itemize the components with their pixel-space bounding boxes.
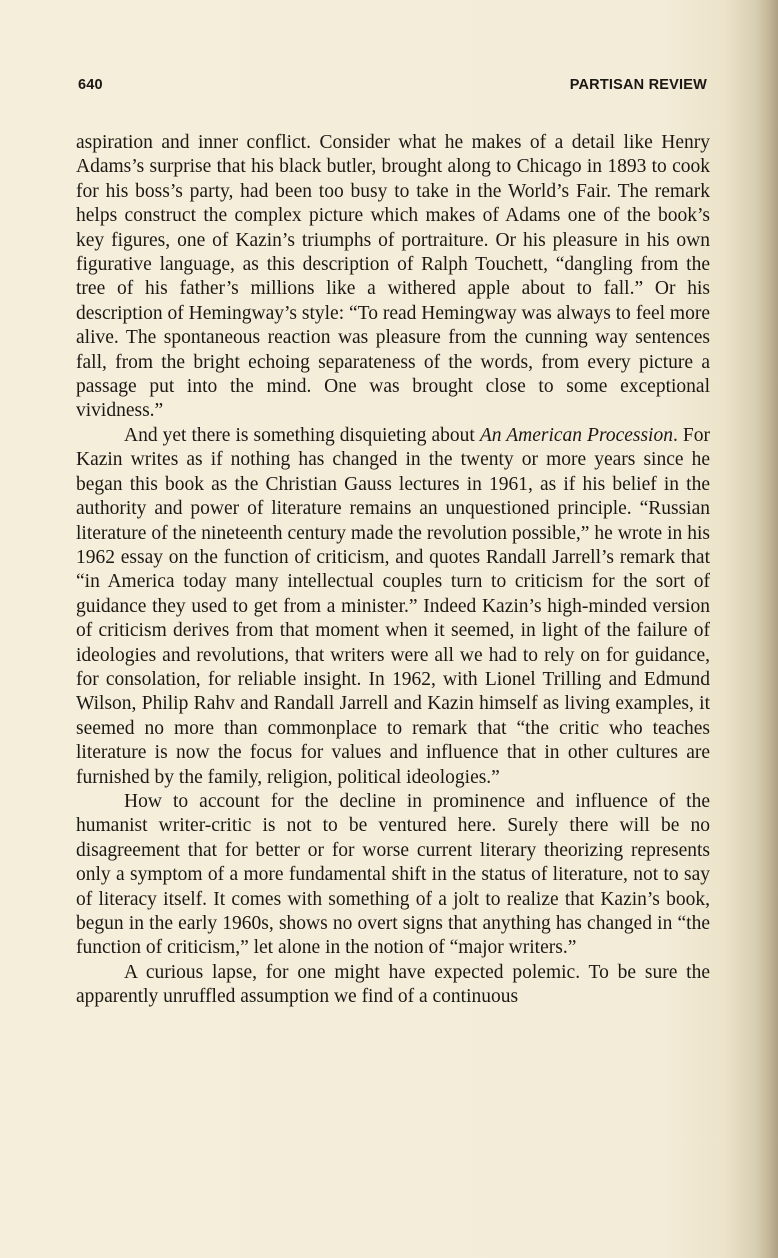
- paragraph: [76, 131, 710, 424]
- paragraph-text: And yet there is something disquieting about: [124, 424, 480, 446]
- running-header: [78, 77, 707, 99]
- paragraph: [76, 790, 710, 961]
- body-text: [76, 131, 710, 1010]
- paragraph-text: A curious lapse, for one might have expected polemic. To be sure the apparently unruffled assumption we find of a continuous: [76, 961, 710, 1008]
- paragraph: [76, 424, 710, 790]
- paragraph-text: . For Kazin writes as if nothing has changed in the twenty or more years since he began this book as the Christian Gauss lectures in 1961, as if his belief in the authority and power of literature remains an unquestioned principle. “Russian literature of the nineteenth century made the revolution possible,” he wrote in his 1962 essay on the function of criticism, and quotes Randall Jarrell’s remark that “in America today many intellectual couples turn to criticism for the sort of guidance they used to get from a minister.” Indeed Kazin’s high-minded version of criticism derives from that moment when it seemed, in light of the failure of ideologies and revolutions, that writers were all we had to rely on for guidance, for consolation, for reliable insight. In 1962, with Lionel Trilling and Edmund Wilson, Philip Rahv and Randall Jarrell and Kazin himself as living examples, it seemed no more than commonplace to remark that “the critic who teaches literature is now the focus for values and influence that in other cultures are furnished by the family, religion, political ideologies.”: [76, 424, 710, 788]
- page-number: 640: [78, 77, 103, 93]
- paragraph: [76, 961, 710, 1010]
- paragraph-text: How to account for the decline in prominence and influence of the humanist writer-critic is not to be ventured here. Surely there will be no disagreement that for better or for worse current literary theorizing represents only a symptom of a more fundamental shift in the status of literature, not to say of literacy itself. It comes with something of a jolt to realize that Kazin’s book, begun in the early 1960s, shows no overt signs that anything has changed in “the function of criticism,” let alone in the notion of “major writers.”: [76, 790, 710, 959]
- paragraph-text: aspiration and inner conflict. Consider what he makes of a detail like Henry Adams’s surprise that his black butler, brought along to Chicago in 1893 to cook for his boss’s party, had been too busy to take in the World’s Fair. The remark helps construct the complex picture which makes of Adams one of the book’s key figures, one of Kazin’s triumphs of portraiture. Or his pleasure in his own figurative language, as this description of Ralph Touchett, “dangling from the tree of his father’s millions like a withered apple about to fall.” Or his description of Hemingway’s style: “To read Hemingway was always to feel more alive. The spontaneous reaction was pleasure from the cunning way sentences fall, from the bright echoing separateness of the words, from every picture a passage put into the mind. One was brought close to some exceptional vividness.”: [76, 132, 710, 422]
- book-title: An American Procession: [479, 424, 673, 446]
- running-title: PARTISAN REVIEW: [569, 77, 707, 93]
- page-edge-shadow: [756, 0, 778, 1258]
